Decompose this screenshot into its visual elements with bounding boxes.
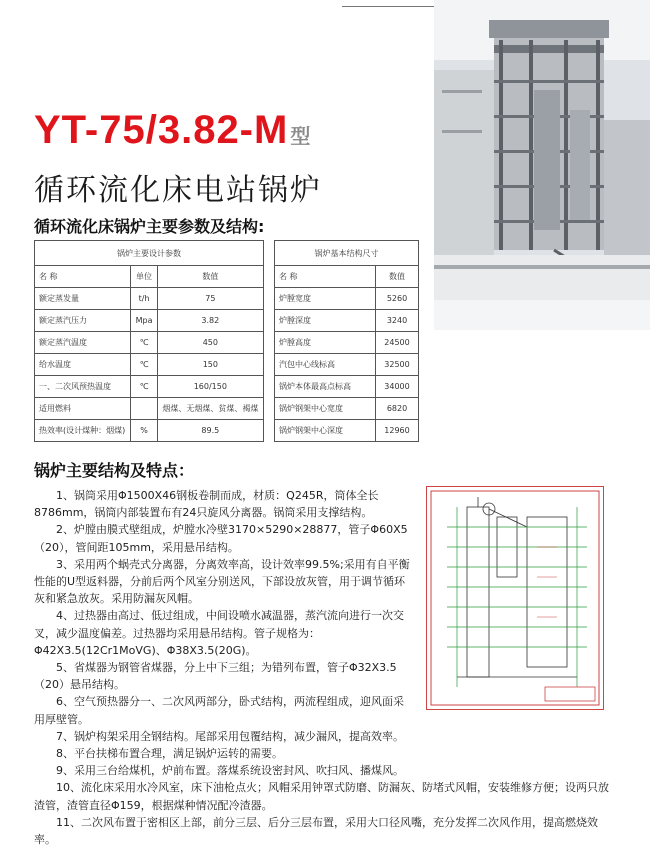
table-cell: 160/150 <box>157 376 263 398</box>
table-cell: 150 <box>157 354 263 376</box>
table-cell: 34000 <box>376 376 419 398</box>
table-row <box>275 332 419 354</box>
boiler-plant-photo <box>434 0 650 330</box>
feature-item: 10、流化床采用水冷风室，床下油枪点火；风帽采用钟罩式防磨、防漏灰、防堵式风帽，安装维修方便；设两只放渣管，渣管直径Φ159，根据煤种情况配冷渣器。 <box>34 781 609 812</box>
table-cell: 89.5 <box>157 420 263 442</box>
feature-item: 9、采用三台给煤机，炉前布置。落煤系统设密封风、吹扫风、播煤风。 <box>56 764 404 778</box>
product-subtitle: 循环流化床电站锅炉 <box>34 173 322 208</box>
table-cell <box>131 398 157 420</box>
model-suffix: 型 <box>290 126 312 148</box>
table-caption: 锅炉主要设计参数 <box>35 241 264 266</box>
table-cell: 锅炉本体最高点标高 <box>275 376 376 398</box>
table-cell: 5260 <box>376 288 419 310</box>
table-cell: 适用燃料 <box>35 398 131 420</box>
table-row <box>35 310 264 332</box>
table-cell: Mpa <box>131 310 157 332</box>
table-cell: 炉膛宽度 <box>275 288 376 310</box>
table-cell: 额定蒸汽温度 <box>35 332 131 354</box>
table-cell: 3.82 <box>157 310 263 332</box>
features-heading: 锅炉主要结构及特点： <box>34 461 195 480</box>
model-title <box>34 108 311 153</box>
table-cell: 一、二次风预热温度 <box>35 376 131 398</box>
column-header: 单位 <box>131 266 157 288</box>
feature-item: 5、省煤器为钢管省煤器，分上中下三组；为错列布置，管子Φ32X3.5（20）悬吊结构。 <box>34 661 397 692</box>
table-row <box>275 354 419 376</box>
params-heading: 循环流化床锅炉主要参数及结构: <box>34 217 265 236</box>
features-body <box>34 487 614 848</box>
dimensions-table <box>274 240 419 442</box>
column-header: 数值 <box>157 266 263 288</box>
model-number: YT-75/3.82-M <box>34 108 289 152</box>
table-header-row <box>275 266 419 288</box>
table-row <box>35 376 264 398</box>
table-cell: 炉膛高度 <box>275 332 376 354</box>
table-cell: 给水温度 <box>35 354 131 376</box>
table-cell: 6820 <box>376 398 419 420</box>
feature-item: 11、二次风布置于密相区上部，前分三层、后分三层布置，采用大口径风嘴，充分发挥二次风作用，提高燃烧效率。 <box>34 815 598 847</box>
table-cell: 12960 <box>376 420 419 442</box>
table-cell: 锅炉钢架中心深度 <box>275 420 376 442</box>
table-cell: t/h <box>131 288 157 310</box>
table-cell: 3240 <box>376 310 419 332</box>
feature-item: 8、平台扶梯布置合理，满足锅炉运转的需要。 <box>56 747 283 761</box>
feature-item: 7、锅炉构架采用全钢结构。尾部采用包覆结构，减少漏风，提高效率。 <box>56 729 404 743</box>
table-cell: ℃ <box>131 332 157 354</box>
table-row <box>35 398 264 420</box>
column-header: 名 称 <box>35 266 131 288</box>
table-header-row <box>35 266 264 288</box>
table-cell: % <box>131 420 157 442</box>
column-header: 名 称 <box>275 266 376 288</box>
feature-item: 1、锅筒采用Φ1500X46钢板卷制而成，材质：Q245R，筒体全长8786mm，锅筒内部装置布有24只旋风分离器。锅筒采用支撑结构。 <box>34 489 379 520</box>
table-cell: 额定蒸汽压力 <box>35 310 131 332</box>
table-row <box>35 288 264 310</box>
table-row <box>275 420 419 442</box>
table-cell: 热效率(设计煤种：烟煤) <box>35 420 131 442</box>
table-row <box>35 420 264 442</box>
table-cell: ℃ <box>131 354 157 376</box>
table-cell: 炉膛深度 <box>275 310 376 332</box>
design-params-table <box>34 240 264 442</box>
feature-item: 4、过热器由高过、低过组成，中间设喷水减温器，蒸汽流向进行一次交叉，减少温度偏差。过热器均采用悬吊结构。管子规格为：Φ42X3.5(12Cr1MoVG)、Φ38X3.5(20G)。 <box>34 609 404 657</box>
table-cell: 汽包中心线标高 <box>275 354 376 376</box>
table-row <box>275 310 419 332</box>
feature-item: 3、采用两个蜗壳式分离器，分离效率高，设计效率99.5%;采用有自平衡性能的U型返料器，分前后两个风室分别送风，下部设放灰管，用于调节循环灰和紧急放灰。采用防漏灰风帽。 <box>34 557 410 606</box>
column-header: 数值 <box>376 266 419 288</box>
table-cell: 450 <box>157 332 263 354</box>
table-row <box>275 376 419 398</box>
table-row <box>275 288 419 310</box>
table-row <box>275 398 419 420</box>
table-row <box>35 332 264 354</box>
feature-item: 2、炉膛由膜式壁组成，炉膛水冷壁3170×5290×28877，管子Φ60X5（20），管间距105mm，采用悬吊结构。 <box>34 523 408 554</box>
table-row <box>35 354 264 376</box>
table-cell: 额定蒸发量 <box>35 288 131 310</box>
table-cell: 24500 <box>376 332 419 354</box>
table-cell: 烟煤、无烟煤、贫煤、褐煤 <box>157 398 263 420</box>
feature-item: 6、空气预热器分一、二次风两部分，卧式结构，两流程组成，迎风面采用厚壁管。 <box>34 695 404 726</box>
table-cell: 75 <box>157 288 263 310</box>
table-cell: 32500 <box>376 354 419 376</box>
table-caption: 锅炉基本结构尺寸 <box>275 241 419 266</box>
table-cell: ℃ <box>131 376 157 398</box>
table-cell: 锅炉钢架中心宽度 <box>275 398 376 420</box>
